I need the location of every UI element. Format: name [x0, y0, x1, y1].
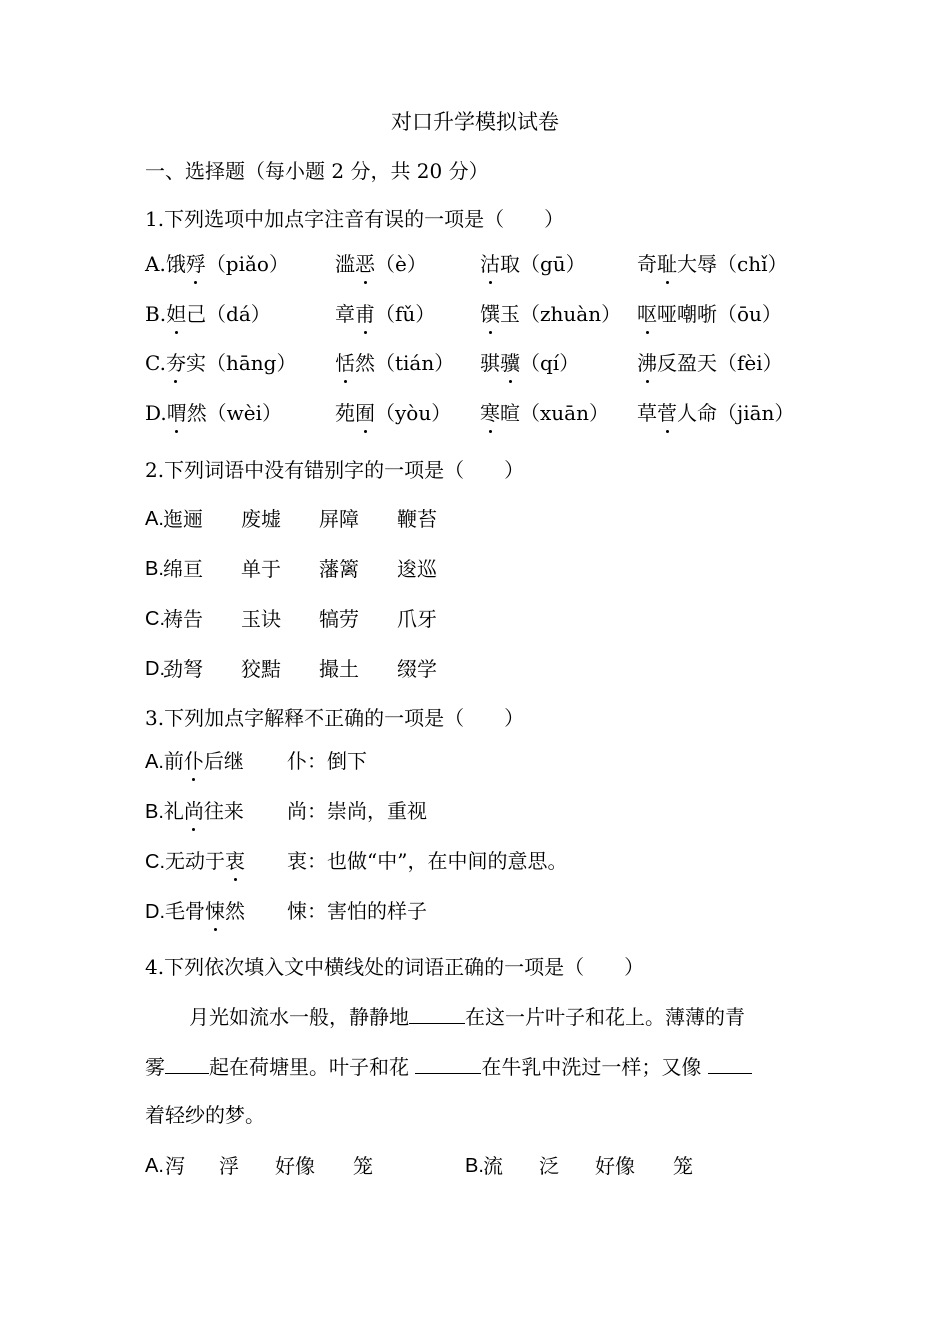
dotted-char: 夯: [166, 348, 186, 378]
q1-stem: [145, 204, 564, 234]
section-heading: 一、选择题（每小题 2 分，共 20 分）: [145, 159, 489, 183]
dotted-char: 沽: [480, 249, 500, 279]
dotted-char: 骥: [500, 348, 520, 378]
dotted-char: 衷: [225, 846, 245, 876]
dotted-char: 妲: [166, 299, 186, 329]
dotted-char: 馔: [480, 299, 500, 329]
fill-blank[interactable]: [409, 1003, 465, 1024]
q3-option-c: C.无动于衷 衷：也做“中”，在中间的意思。: [145, 846, 245, 876]
dotted-char: 耻: [657, 249, 677, 279]
q3-option-a: A.前仆后继 仆：倒下: [145, 746, 244, 776]
q4-stem: 4.下列依次填入文中横线处的词语正确的一项是（ ）: [145, 955, 645, 979]
dotted-char: 沸: [637, 348, 657, 378]
q3-stem: 3.下列加点字解释不正确的一项是（ ）: [145, 706, 525, 730]
q3-option-d: D.毛骨悚然 悚：害怕的样子: [145, 896, 245, 926]
dotted-char: 恬: [335, 348, 355, 378]
dotted-char: 殍: [186, 249, 206, 279]
fill-blank[interactable]: [165, 1053, 209, 1074]
q2-stem: 2.下列词语中没有错别字的一项是（ ）: [145, 458, 525, 482]
exam-page: 对口升学模拟试卷 一、选择题（每小题 2 分，共 20 分） 1.下列选项中加点字注音有误的一项是（ ） A.饿殍（piǎo） 滥恶（è） 沽取（gū） 奇耻大辱（chǐ） B.妲己（dá） 章甫（fǔ） 馔玉（zhuàn） 呕哑嘲哳（ōu） C.夯实（hāng） 恬然（tián） 骐骥（qí） 沸反盈天（fèi） D.喟然（wèi） 苑囿（yòu） 寒暄（xuān） 草菅人命（jiān） 2.下列词语中没有错别字的一项是（ ） A. 迤逦 废墟 屏障 鞭苔 B. 绵亘 单于 藩篱 逡巡 C. 祷告 玉诀 犒劳 爪牙 D. 劲弩 狡黠 撮土 缀学 3.下列加点字解释不正确的一项是（ ） A.前仆后继 仆：倒下 B.礼尚往来 尚：崇尚，重视 C.无动于衷 衷：也做“中”，在中间的意思。 D.毛骨悚然 悚：害怕的样子 4.下列依次填入文中横线处的词语正确的一项是（ ） 月光如流水一般，静静地 在这一片叶子和花上。薄薄的青 雾 起在荷塘里。叶子和花 在牛乳中洗过一样；又像 着轻纱的梦。 A. 泻 浮 好像 笼 B. 流 泛 好像 笼: [0, 0, 950, 1344]
dotted-char: 仆: [184, 746, 204, 776]
fill-blank[interactable]: [708, 1053, 752, 1074]
dotted-char: 呕: [637, 299, 657, 329]
dotted-char: 悚: [205, 896, 225, 926]
q4-passage-line-1: 月光如流水一般，静静地 在这一片叶子和花上。薄薄的青: [189, 1005, 745, 1029]
q4-passage-line-3: 着轻纱的梦。: [145, 1103, 265, 1127]
dotted-char: 菅: [657, 398, 677, 428]
q3-option-b: B.礼尚往来 尚：崇尚，重视: [145, 796, 244, 826]
dotted-char: 囿: [355, 398, 375, 428]
dotted-char: 甫: [355, 299, 375, 329]
page-title: 对口升学模拟试卷: [391, 110, 559, 134]
dotted-char: 恶: [355, 249, 375, 279]
dotted-char: 寒: [480, 398, 500, 428]
fill-blank[interactable]: [415, 1053, 481, 1074]
dotted-char: 尚: [184, 796, 204, 826]
q1-stem-text: 1.下列选项中加点字注音有误的一项是（ ）: [145, 207, 565, 231]
dotted-char: 喟: [167, 398, 187, 428]
q4-passage-line-2: 雾 起在荷塘里。叶子和花 在牛乳中洗过一样；又像: [145, 1052, 815, 1082]
